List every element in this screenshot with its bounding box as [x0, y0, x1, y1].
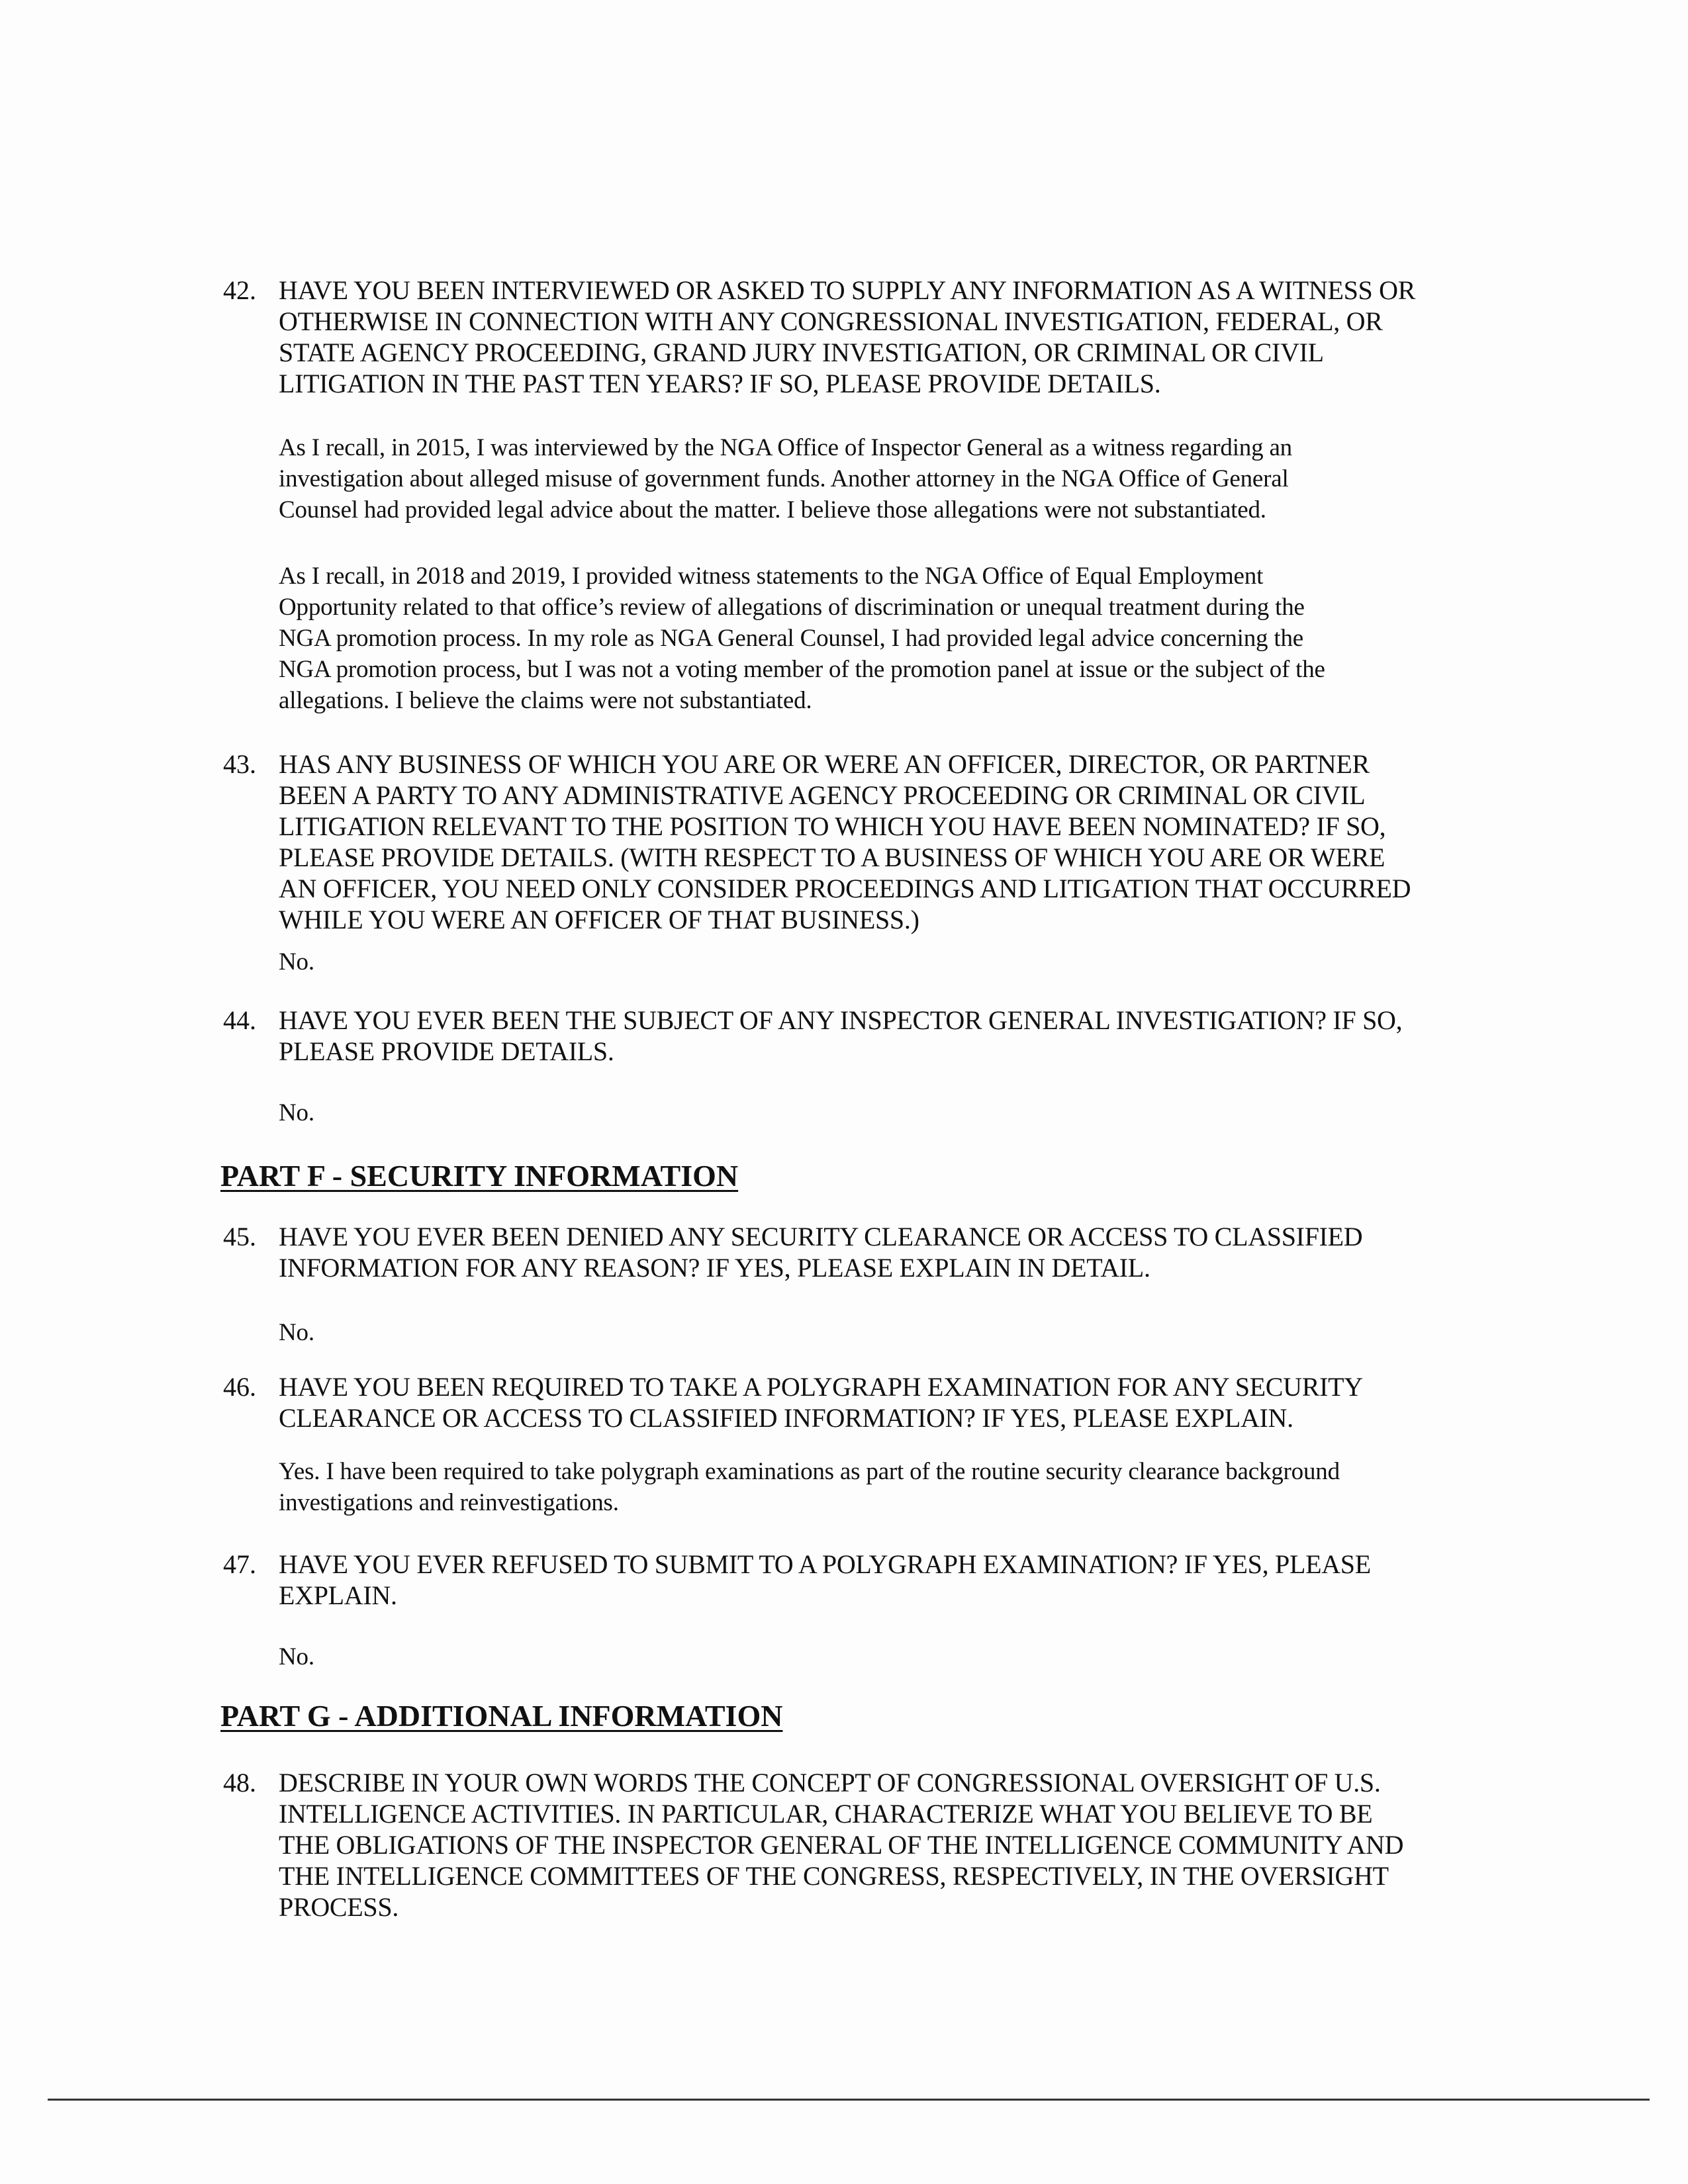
- question-line: HAVE YOU BEEN REQUIRED TO TAKE A POLYGRAPH EXAMINATION FOR ANY SECURITY: [279, 1372, 1363, 1402]
- answer-line: Yes. I have been required to take polygraph examinations as part of the routine security clearance background: [279, 1458, 1340, 1485]
- question-line: HAVE YOU EVER REFUSED TO SUBMIT TO A POLYGRAPH EXAMINATION? IF YES, PLEASE: [279, 1549, 1371, 1579]
- question-line: DESCRIBE IN YOUR OWN WORDS THE CONCEPT OF CONGRESSIONAL OVERSIGHT OF U.S.: [279, 1768, 1381, 1797]
- question-number: 42.: [223, 275, 256, 305]
- question-line: AN OFFICER, YOU NEED ONLY CONSIDER PROCEEDINGS AND LITIGATION THAT OCCURRED: [279, 874, 1411, 903]
- question-line: HAVE YOU BEEN INTERVIEWED OR ASKED TO SUPPLY ANY INFORMATION AS A WITNESS OR: [279, 275, 1416, 305]
- question-line: LITIGATION RELEVANT TO THE POSITION TO WHICH YOU HAVE BEEN NOMINATED? IF SO,: [279, 811, 1386, 841]
- question-line: STATE AGENCY PROCEEDING, GRAND JURY INVESTIGATION, OR CRIMINAL OR CIVIL: [279, 338, 1324, 367]
- answer-line: Counsel had provided legal advice about the matter. I believe those allegations were not substantiated.: [279, 496, 1266, 523]
- question-number: 44.: [223, 1005, 256, 1035]
- question-line: THE OBLIGATIONS OF THE INSPECTOR GENERAL OF THE INTELLIGENCE COMMUNITY AND: [279, 1830, 1404, 1860]
- question-line: OTHERWISE IN CONNECTION WITH ANY CONGRESSIONAL INVESTIGATION, FEDERAL, OR: [279, 306, 1383, 336]
- heading-part-f: PART F - SECURITY INFORMATION: [220, 1159, 739, 1193]
- question-line: WHILE YOU WERE AN OFFICER OF THAT BUSINESS.): [279, 905, 919, 934]
- question-number: 46.: [223, 1372, 256, 1402]
- answer-line: investigation about alleged misuse of government funds. Another attorney in the NGA Office of General: [279, 465, 1289, 492]
- question-line: INFORMATION FOR ANY REASON? IF YES, PLEASE EXPLAIN IN DETAIL.: [279, 1253, 1150, 1283]
- question-line: HAVE YOU EVER BEEN DENIED ANY SECURITY CLEARANCE OR ACCESS TO CLASSIFIED: [279, 1222, 1363, 1251]
- answer-line: No.: [279, 1643, 314, 1670]
- answer-line: No.: [279, 1099, 314, 1126]
- question-line: PLEASE PROVIDE DETAILS.: [279, 1036, 614, 1066]
- answer-line: investigations and reinvestigations.: [279, 1489, 619, 1516]
- question-number: 45.: [223, 1222, 256, 1251]
- question-line: CLEARANCE OR ACCESS TO CLASSIFIED INFORMATION? IF YES, PLEASE EXPLAIN.: [279, 1403, 1293, 1433]
- question-number: 47.: [223, 1549, 256, 1579]
- question-line: INTELLIGENCE ACTIVITIES. IN PARTICULAR, CHARACTERIZE WHAT YOU BELIEVE TO BE: [279, 1799, 1373, 1829]
- heading-part-g: PART G - ADDITIONAL INFORMATION: [220, 1699, 783, 1733]
- question-line: THE INTELLIGENCE COMMITTEES OF THE CONGRESS, RESPECTIVELY, IN THE OVERSIGHT: [279, 1861, 1389, 1891]
- answer-line: No.: [279, 1319, 314, 1346]
- answer-line: NGA promotion process. In my role as NGA General Counsel, I had provided legal advice concerning the: [279, 625, 1303, 652]
- footer-divider: [48, 2099, 1650, 2101]
- answer-line: allegations. I believe the claims were not substantiated.: [279, 687, 812, 714]
- question-line: BEEN A PARTY TO ANY ADMINISTRATIVE AGENCY PROCEEDING OR CRIMINAL OR CIVIL: [279, 780, 1366, 810]
- question-line: HAS ANY BUSINESS OF WHICH YOU ARE OR WERE AN OFFICER, DIRECTOR, OR PARTNER: [279, 749, 1370, 779]
- question-line: PROCESS.: [279, 1892, 399, 1922]
- question-number: 43.: [223, 749, 256, 779]
- answer-line: No.: [279, 948, 314, 976]
- answer-line: Opportunity related to that office’s review of allegations of discrimination or unequal treatment during the: [279, 594, 1305, 621]
- question-line: PLEASE PROVIDE DETAILS. (WITH RESPECT TO A BUSINESS OF WHICH YOU ARE OR WERE: [279, 842, 1385, 872]
- answer-line: NGA promotion process, but I was not a voting member of the promotion panel at issue or the subject of the: [279, 656, 1325, 683]
- question-number: 48.: [223, 1768, 256, 1797]
- question-line: HAVE YOU EVER BEEN THE SUBJECT OF ANY INSPECTOR GENERAL INVESTIGATION? IF SO,: [279, 1005, 1403, 1035]
- answer-line: As I recall, in 2018 and 2019, I provided witness statements to the NGA Office of Equal Employment: [279, 563, 1264, 590]
- answer-line: As I recall, in 2015, I was interviewed by the NGA Office of Inspector General as a witness regarding an: [279, 434, 1292, 461]
- question-line: EXPLAIN.: [279, 1580, 397, 1610]
- question-line: LITIGATION IN THE PAST TEN YEARS? IF SO, PLEASE PROVIDE DETAILS.: [279, 369, 1161, 398]
